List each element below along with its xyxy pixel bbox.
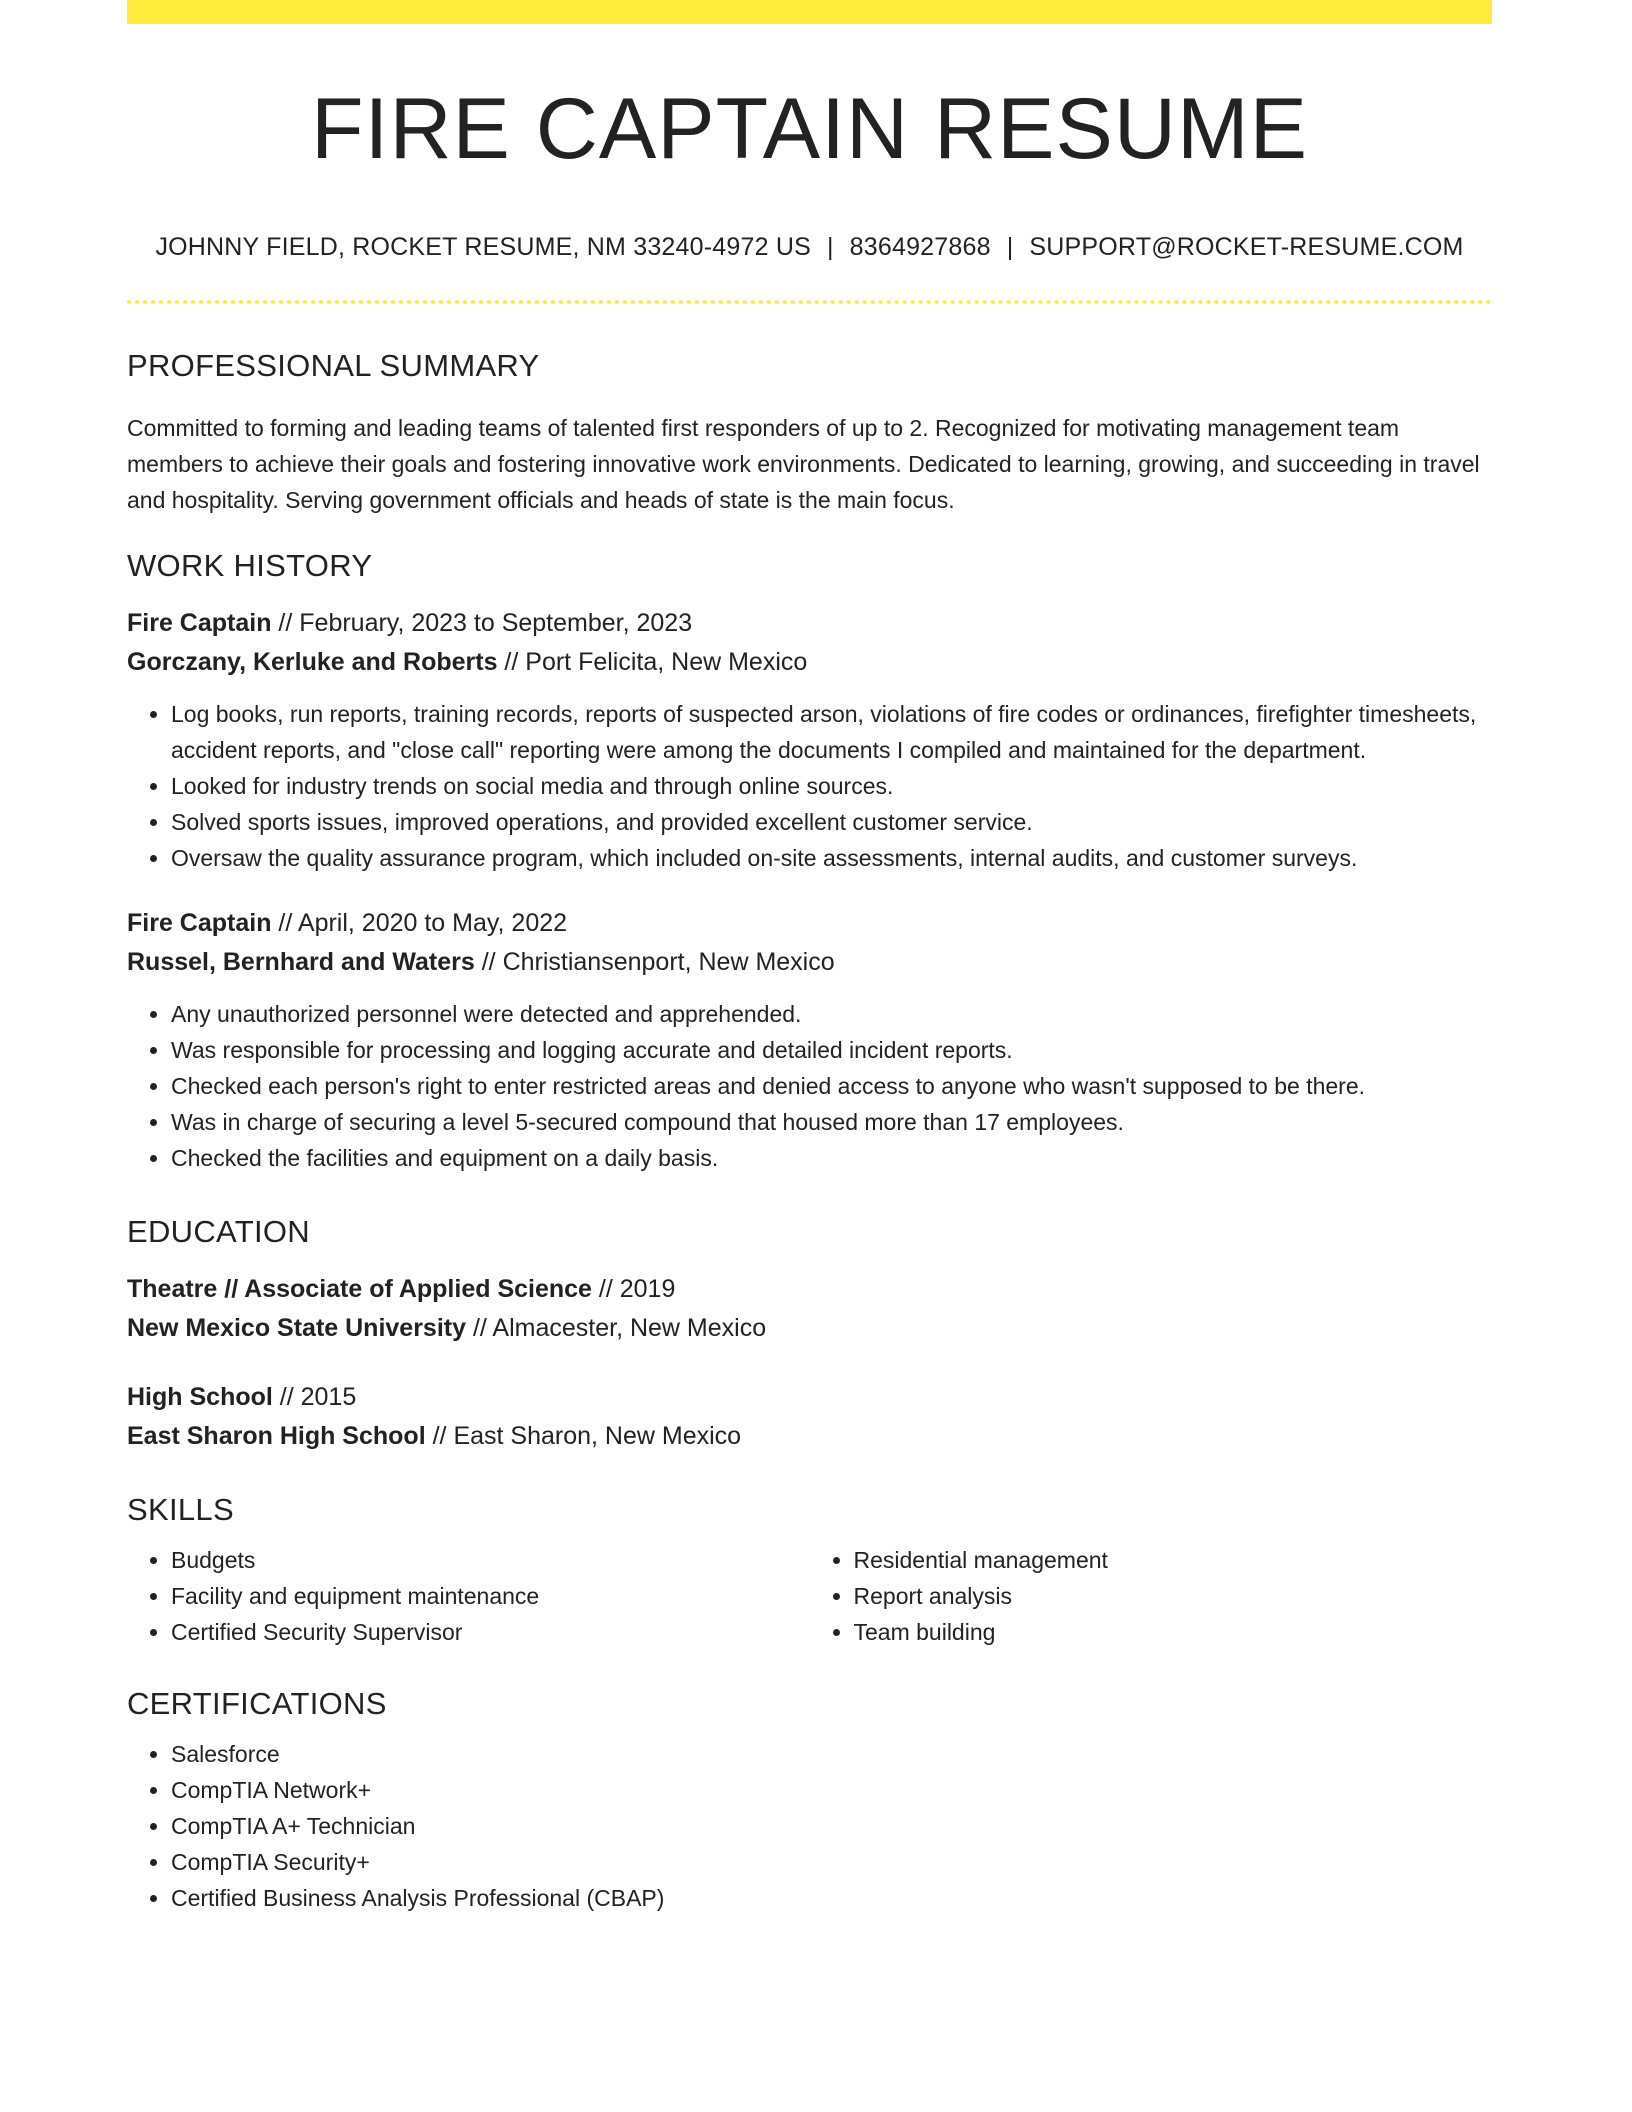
certifications-heading: CERTIFICATIONS xyxy=(127,1685,387,1721)
education-entry xyxy=(127,1378,1492,1456)
job-location: // Port Felicita, New Mexico xyxy=(497,647,808,676)
job-company: Russel, Bernhard and Waters xyxy=(127,947,475,976)
skill-item: • Budgets xyxy=(171,1542,810,1578)
job-company: Gorczany, Kerluke and Roberts xyxy=(127,647,498,676)
job-title: Fire Captain xyxy=(127,908,272,937)
summary-heading: PROFESSIONAL SUMMARY xyxy=(127,347,540,383)
job-bullet: • Was in charge of securing a level 5-secured compound that housed more than 17 employees. xyxy=(171,1104,1492,1140)
contact-email: SUPPORT@ROCKET-RESUME.COM xyxy=(1029,232,1464,261)
skills-columns xyxy=(127,1542,1492,1650)
school-name: East Sharon High School xyxy=(127,1421,426,1450)
certifications-list xyxy=(127,1736,1492,1916)
education-entry xyxy=(127,1270,1492,1348)
graduation-year: // 2019 xyxy=(591,1274,676,1303)
job-bullet: • Oversaw the quality assurance program, which included on-site assessments, internal audits, and customer surveys. xyxy=(171,840,1492,876)
job-title-line xyxy=(127,904,1492,943)
job-dates: // April, 2020 to May, 2022 xyxy=(271,908,568,937)
job-bullet-list xyxy=(127,696,1492,876)
job-title-line xyxy=(127,604,1492,643)
job-bullet: • Log books, run reports, training records, reports of suspected arson, violations of fire codes or ordinances, firefighter timesheets, accident reports, and "close call" reporting were among the documents I compiled and maintained for the department. xyxy=(171,696,1492,768)
summary-text: Committed to forming and leading teams of talented first responders of up to 2. Recognized for motivating management team members to achieve their goals and fostering innovative work environments. Dedicated to learning, growing, and succeeding in travel and hospitality. Serving government officials and heads of state is the main focus. xyxy=(127,414,1480,513)
job-bullet: • Solved sports issues, improved operations, and provided excellent customer service. xyxy=(171,804,1492,840)
job-entry xyxy=(127,604,1492,876)
job-company-line xyxy=(127,643,1492,682)
job-title: Fire Captain xyxy=(127,608,272,637)
contact-separator: | xyxy=(1006,232,1014,261)
certification-item: • Salesforce xyxy=(171,1736,1492,1772)
dotted-divider xyxy=(127,300,1492,304)
work-history-heading: WORK HISTORY xyxy=(127,547,373,583)
job-bullet: • Checked each person's right to enter restricted areas and denied access to anyone who wasn't supposed to be there. xyxy=(171,1068,1492,1104)
job-bullet: • Checked the facilities and equipment on a daily basis. xyxy=(171,1140,1492,1176)
contact-line xyxy=(127,233,1492,262)
school-name: New Mexico State University xyxy=(127,1313,467,1342)
job-bullet: • Any unauthorized personnel were detected and apprehended. xyxy=(171,996,1492,1032)
skills-heading: SKILLS xyxy=(127,1491,234,1527)
job-entry xyxy=(127,904,1492,1176)
degree-line xyxy=(127,1378,1492,1417)
degree: High School xyxy=(127,1382,273,1411)
contact-address: JOHNNY FIELD, ROCKET RESUME, NM 33240-4972 US xyxy=(155,232,811,261)
skills-list-right xyxy=(810,1542,1493,1650)
certification-item: • CompTIA Security+ xyxy=(171,1844,1492,1880)
job-location: // Christiansenport, New Mexico xyxy=(474,947,835,976)
job-bullet: • Looked for industry trends on social media and through online sources. xyxy=(171,768,1492,804)
skill-item: • Facility and equipment maintenance xyxy=(171,1578,810,1614)
certification-item: • CompTIA Network+ xyxy=(171,1772,1492,1808)
certification-item: • Certified Business Analysis Professional (CBAP) xyxy=(171,1880,1492,1916)
skill-item: • Team building xyxy=(854,1614,1493,1650)
certification-item: • CompTIA A+ Technician xyxy=(171,1808,1492,1844)
job-bullet: • Was responsible for processing and logging accurate and detailed incident reports. xyxy=(171,1032,1492,1068)
job-dates: // February, 2023 to September, 2023 xyxy=(271,608,693,637)
job-company-line xyxy=(127,943,1492,982)
skill-item: • Report analysis xyxy=(854,1578,1493,1614)
skill-item: • Residential management xyxy=(854,1542,1493,1578)
school-location: // Almacester, New Mexico xyxy=(466,1313,767,1342)
skill-item: • Certified Security Supervisor xyxy=(171,1614,810,1650)
skills-list-left xyxy=(127,1542,810,1650)
school-location: // East Sharon, New Mexico xyxy=(425,1421,742,1450)
school-line xyxy=(127,1309,1492,1348)
job-bullet-list xyxy=(127,996,1492,1176)
school-line xyxy=(127,1417,1492,1456)
contact-separator: | xyxy=(826,232,834,261)
education-heading: EDUCATION xyxy=(127,1213,310,1249)
degree: Theatre // Associate of Applied Science xyxy=(127,1274,592,1303)
contact-phone: 8364927868 xyxy=(849,232,991,261)
degree-line xyxy=(127,1270,1492,1309)
graduation-year: // 2015 xyxy=(272,1382,357,1411)
resume-title: FIRE CAPTAIN RESUME xyxy=(311,81,1308,177)
resume-page xyxy=(127,0,1492,1916)
accent-bar xyxy=(127,0,1492,24)
